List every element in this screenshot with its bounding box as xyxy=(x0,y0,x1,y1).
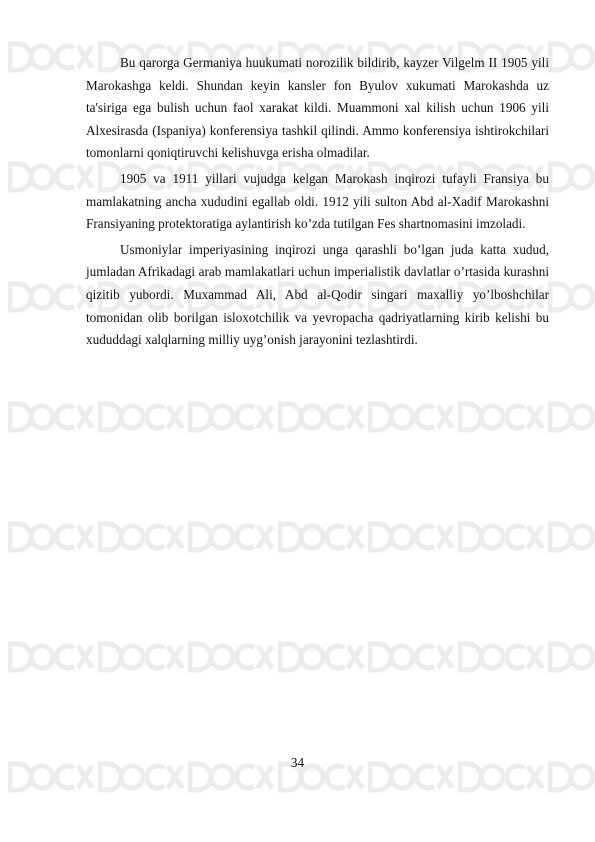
paragraph-2: 1905 va 1911 yillari vujudga kelgan Marokash inqirozi tufayli Fransiya bu mamlakatning ancha xududini egallab oldi. 1912 yili sulton Abd al-Xadif Marokashni Fransiyaning protektoratiga aylantirish ko’zda tutilgan Fes shartnomasini imzoladi. xyxy=(86,170,549,232)
watermark-tile xyxy=(8,280,94,314)
watermark-tile xyxy=(188,640,274,674)
watermark-tile xyxy=(458,400,544,434)
watermark-tile xyxy=(8,520,94,554)
watermark-tile xyxy=(278,400,364,434)
watermark-tile xyxy=(548,640,595,674)
watermark-tile xyxy=(8,640,94,674)
page-body xyxy=(86,52,549,355)
watermark-tile xyxy=(98,520,184,554)
watermark-tile xyxy=(8,160,94,194)
watermark-tile xyxy=(278,520,364,554)
watermark-tile xyxy=(548,40,595,74)
watermark-tile xyxy=(458,640,544,674)
watermark-tile xyxy=(368,640,454,674)
paragraph-1: Bu qarorga Germaniya huukumati norozilik bildirib, kayzer Vilgelm II 1905 yili Marokashga keldi. Shundan keyin kansler fon Byulov xukumati Marokashda uz ta'siriga ega bulish uchun faol xarakat kildi. Muammoni xal kilish uchun 1906 yili Alxesirasda (Ispaniya) konferensiya tashkil qilindi. Ammo konferensiya ishtirokchilari tomonlarni qoniqtiruvchi kelishuvga erisha olmadilar. xyxy=(86,55,549,161)
watermark-tile xyxy=(548,280,595,314)
watermark-tile xyxy=(188,400,274,434)
watermark-tile xyxy=(548,160,595,194)
watermark-tile xyxy=(368,400,454,434)
watermark-tile xyxy=(8,400,94,434)
watermark-tile xyxy=(548,520,595,554)
watermark-tile xyxy=(8,40,94,74)
watermark-tile xyxy=(368,520,454,554)
watermark-tile xyxy=(98,400,184,434)
watermark-tile xyxy=(548,400,595,434)
watermark-tile xyxy=(278,640,364,674)
watermark-tile xyxy=(188,520,274,554)
paragraph-3: Usmoniylar imperiyasining inqirozi unga qarashli bo’lgan juda katta xudud, jumladan Afrikadagi arab mamlakatlari uchun imperialistik davlatlar o’rtasida kurashni qizitib yubordi. Muxammad Ali, Abd al-Qodir singari maxalliy yo’lboshchilar tomonidan olib borilgan isloxotchilik va yevropacha qadriyatlarning kirib kelishi bu xududdagi xalqlarning milliy uyg’onish jarayonini tezlashtirdi. xyxy=(86,241,549,348)
watermark-tile xyxy=(458,520,544,554)
watermark-tile xyxy=(98,640,184,674)
page-number: 34 xyxy=(290,755,305,770)
